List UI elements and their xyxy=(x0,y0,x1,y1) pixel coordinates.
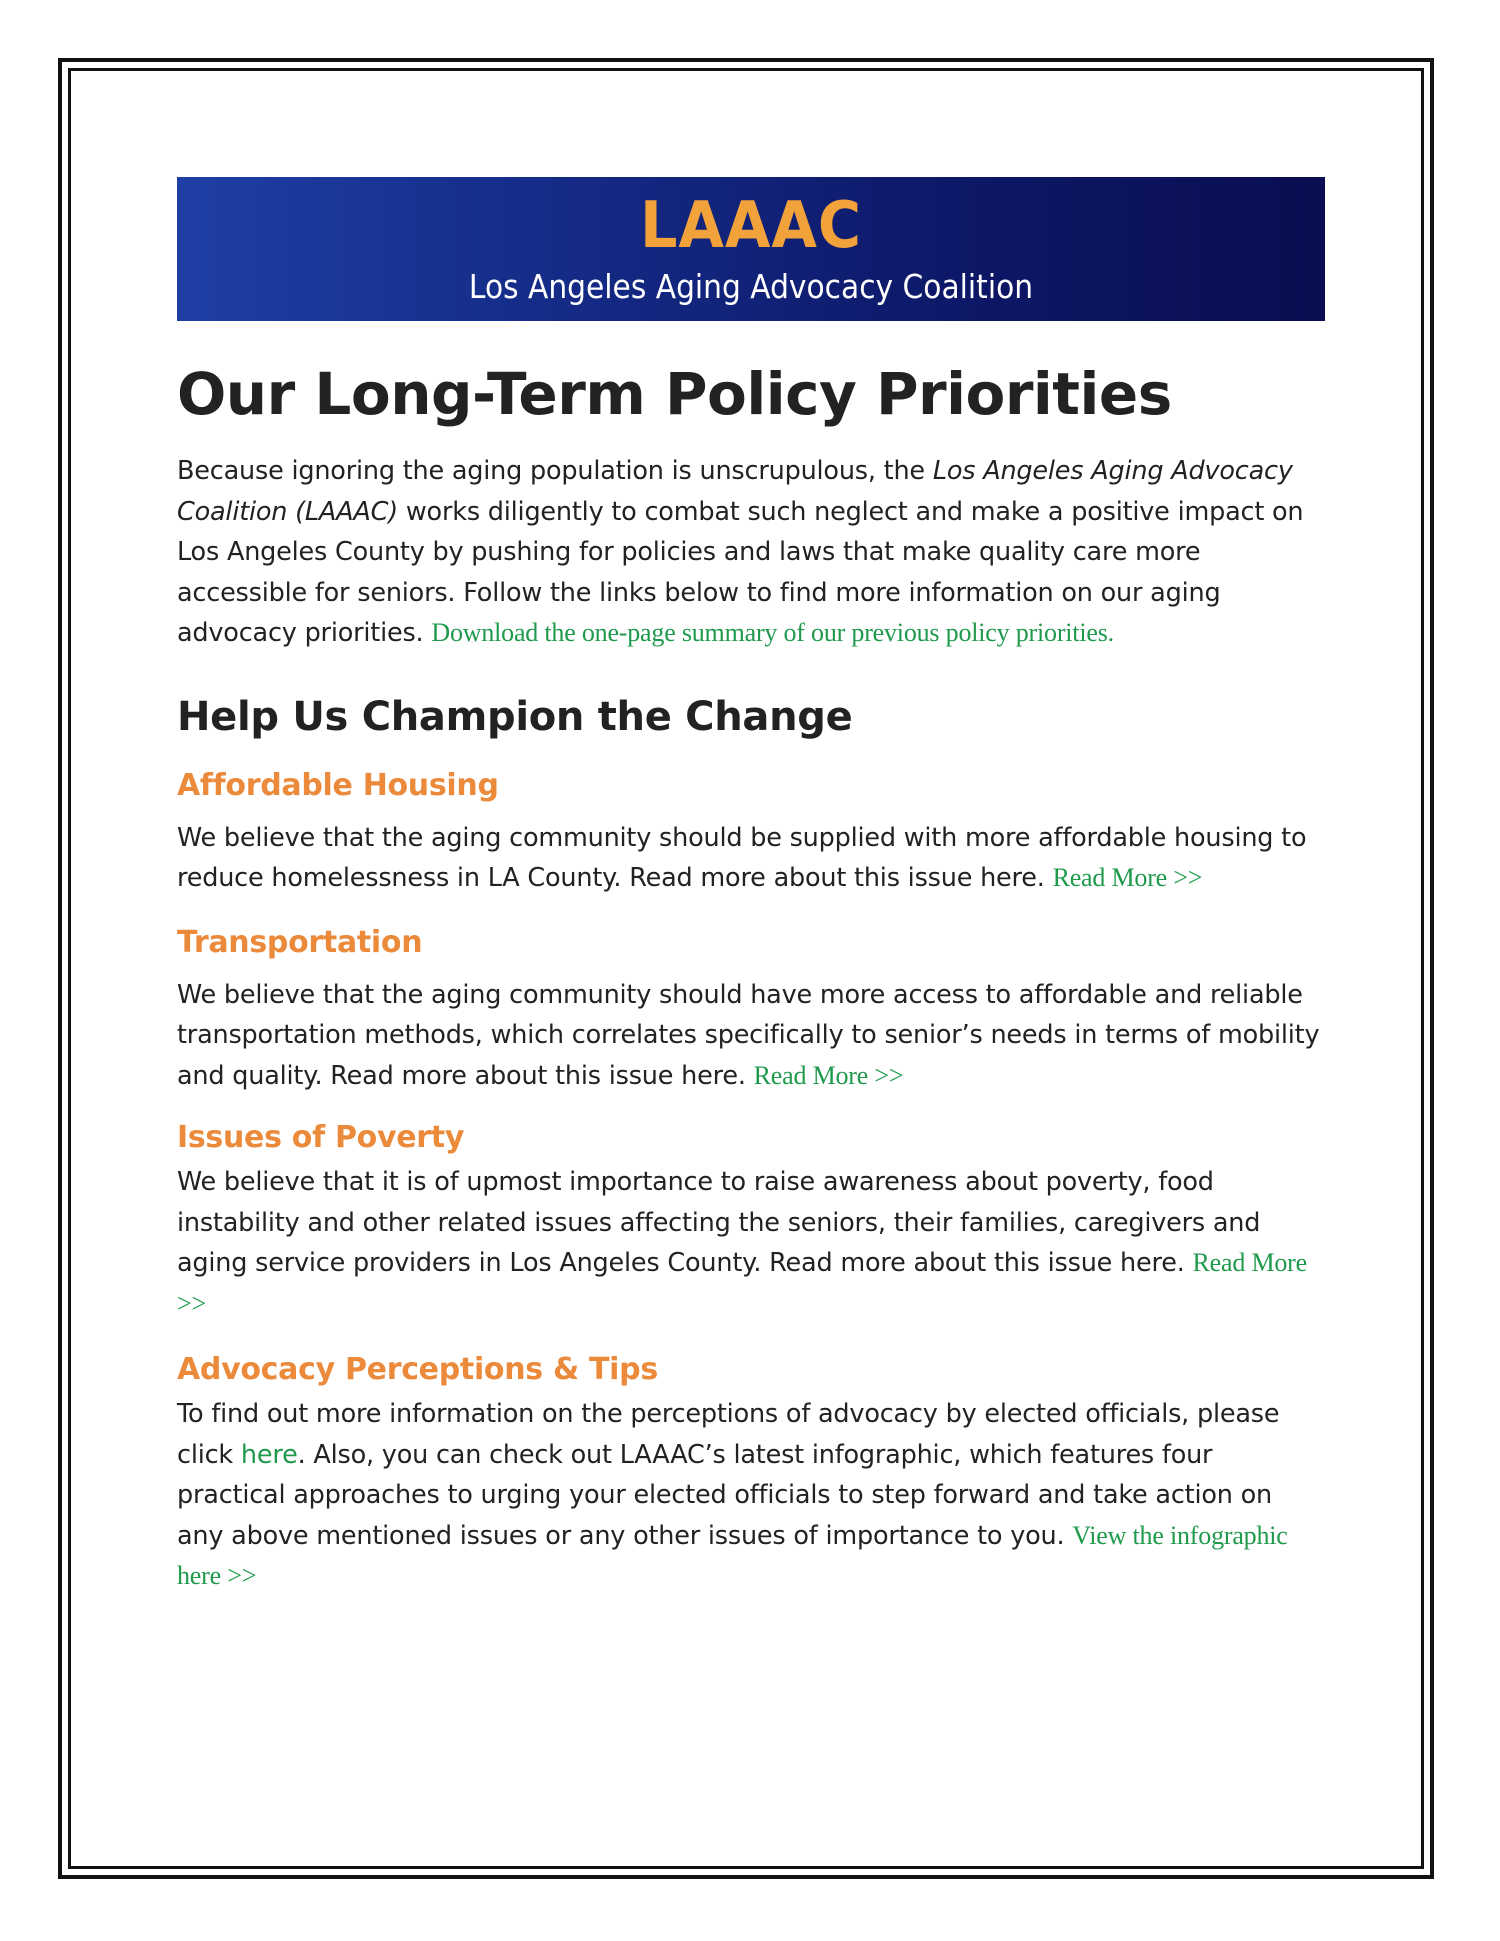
poverty-text: We believe that it is of upmost importance to raise awareness about poverty, food instability and other related issues affecting the seniors, their families, caregivers and aging service providers in Los Angeles County. Read more about this issue here. xyxy=(177,1167,1261,1278)
laaac-banner-logo xyxy=(177,177,1325,321)
intro-period: . xyxy=(1107,618,1114,647)
advocacy-paragraph xyxy=(177,1394,1325,1597)
banner-subtitle: Los Angeles Aging Advocacy Coalition xyxy=(468,267,1034,306)
banner-title: LAAAC xyxy=(639,189,863,263)
section-transportation xyxy=(177,923,1325,1097)
housing-heading: Affordable Housing xyxy=(177,767,499,803)
advocacy-heading: Advocacy Perceptions & Tips xyxy=(177,1352,658,1387)
poverty-heading: Issues of Poverty xyxy=(177,1120,465,1155)
advocacy-text-before: To find out more information on the perceptions of advocacy by elected officials, please click xyxy=(177,1399,1280,1470)
housing-paragraph xyxy=(177,818,1325,899)
intro-text-before: Because ignoring the aging population is unscrupulous, the xyxy=(177,456,933,486)
view-infographic-link[interactable]: View the infographic here >> xyxy=(177,1520,1288,1590)
advocacy-text-after: . Also, you can check out LAAAC’s latest infographic, which features four practical approaches to urging your elected officials to step forward and take action on any above mentioned issues or any other issues of importance to you. xyxy=(177,1439,1272,1551)
intro-text-after: works diligently to combat such neglect and make a positive impact on Los Angeles County by pushing for policies and laws that make quality care more accessible for seniors. Follow the links below to find more information on our aging advocacy priorities. xyxy=(177,496,1304,648)
advocacy-here-link[interactable]: here xyxy=(240,1439,298,1470)
document-content xyxy=(177,177,1325,1597)
poverty-paragraph xyxy=(177,1162,1325,1324)
transportation-read-more-link[interactable]: Read More >> xyxy=(753,1060,904,1090)
intro-org-name: Los Angeles Aging Advocacy Coalition (LAAAC) xyxy=(177,456,1293,527)
housing-read-more-link[interactable]: Read More >> xyxy=(1052,863,1203,892)
page-title: Our Long-Term Policy Priorities xyxy=(177,360,1172,428)
transportation-heading: Transportation xyxy=(177,924,423,960)
transportation-text: We believe that the aging community should have more access to affordable and reliable transportation methods, which correlates specifically to senior’s needs in terms of mobility and quality. Read more about this issue here. xyxy=(177,979,1320,1091)
transportation-paragraph xyxy=(177,975,1325,1097)
section-advocacy-perceptions xyxy=(177,1350,1325,1597)
housing-text: We believe that the aging community should be supplied with more affordable housing to reduce homelessness in LA County. Read more about this issue here. xyxy=(177,822,1307,893)
section-heading: Help Us Champion the Change xyxy=(177,693,853,740)
download-summary-link[interactable]: Download the one-page summary of our previous policy priorities xyxy=(431,618,1108,647)
section-issues-of-poverty xyxy=(177,1118,1325,1324)
poverty-read-more-link[interactable]: Read More >> xyxy=(177,1248,1307,1318)
intro-paragraph xyxy=(177,451,1325,654)
section-affordable-housing xyxy=(177,766,1325,899)
